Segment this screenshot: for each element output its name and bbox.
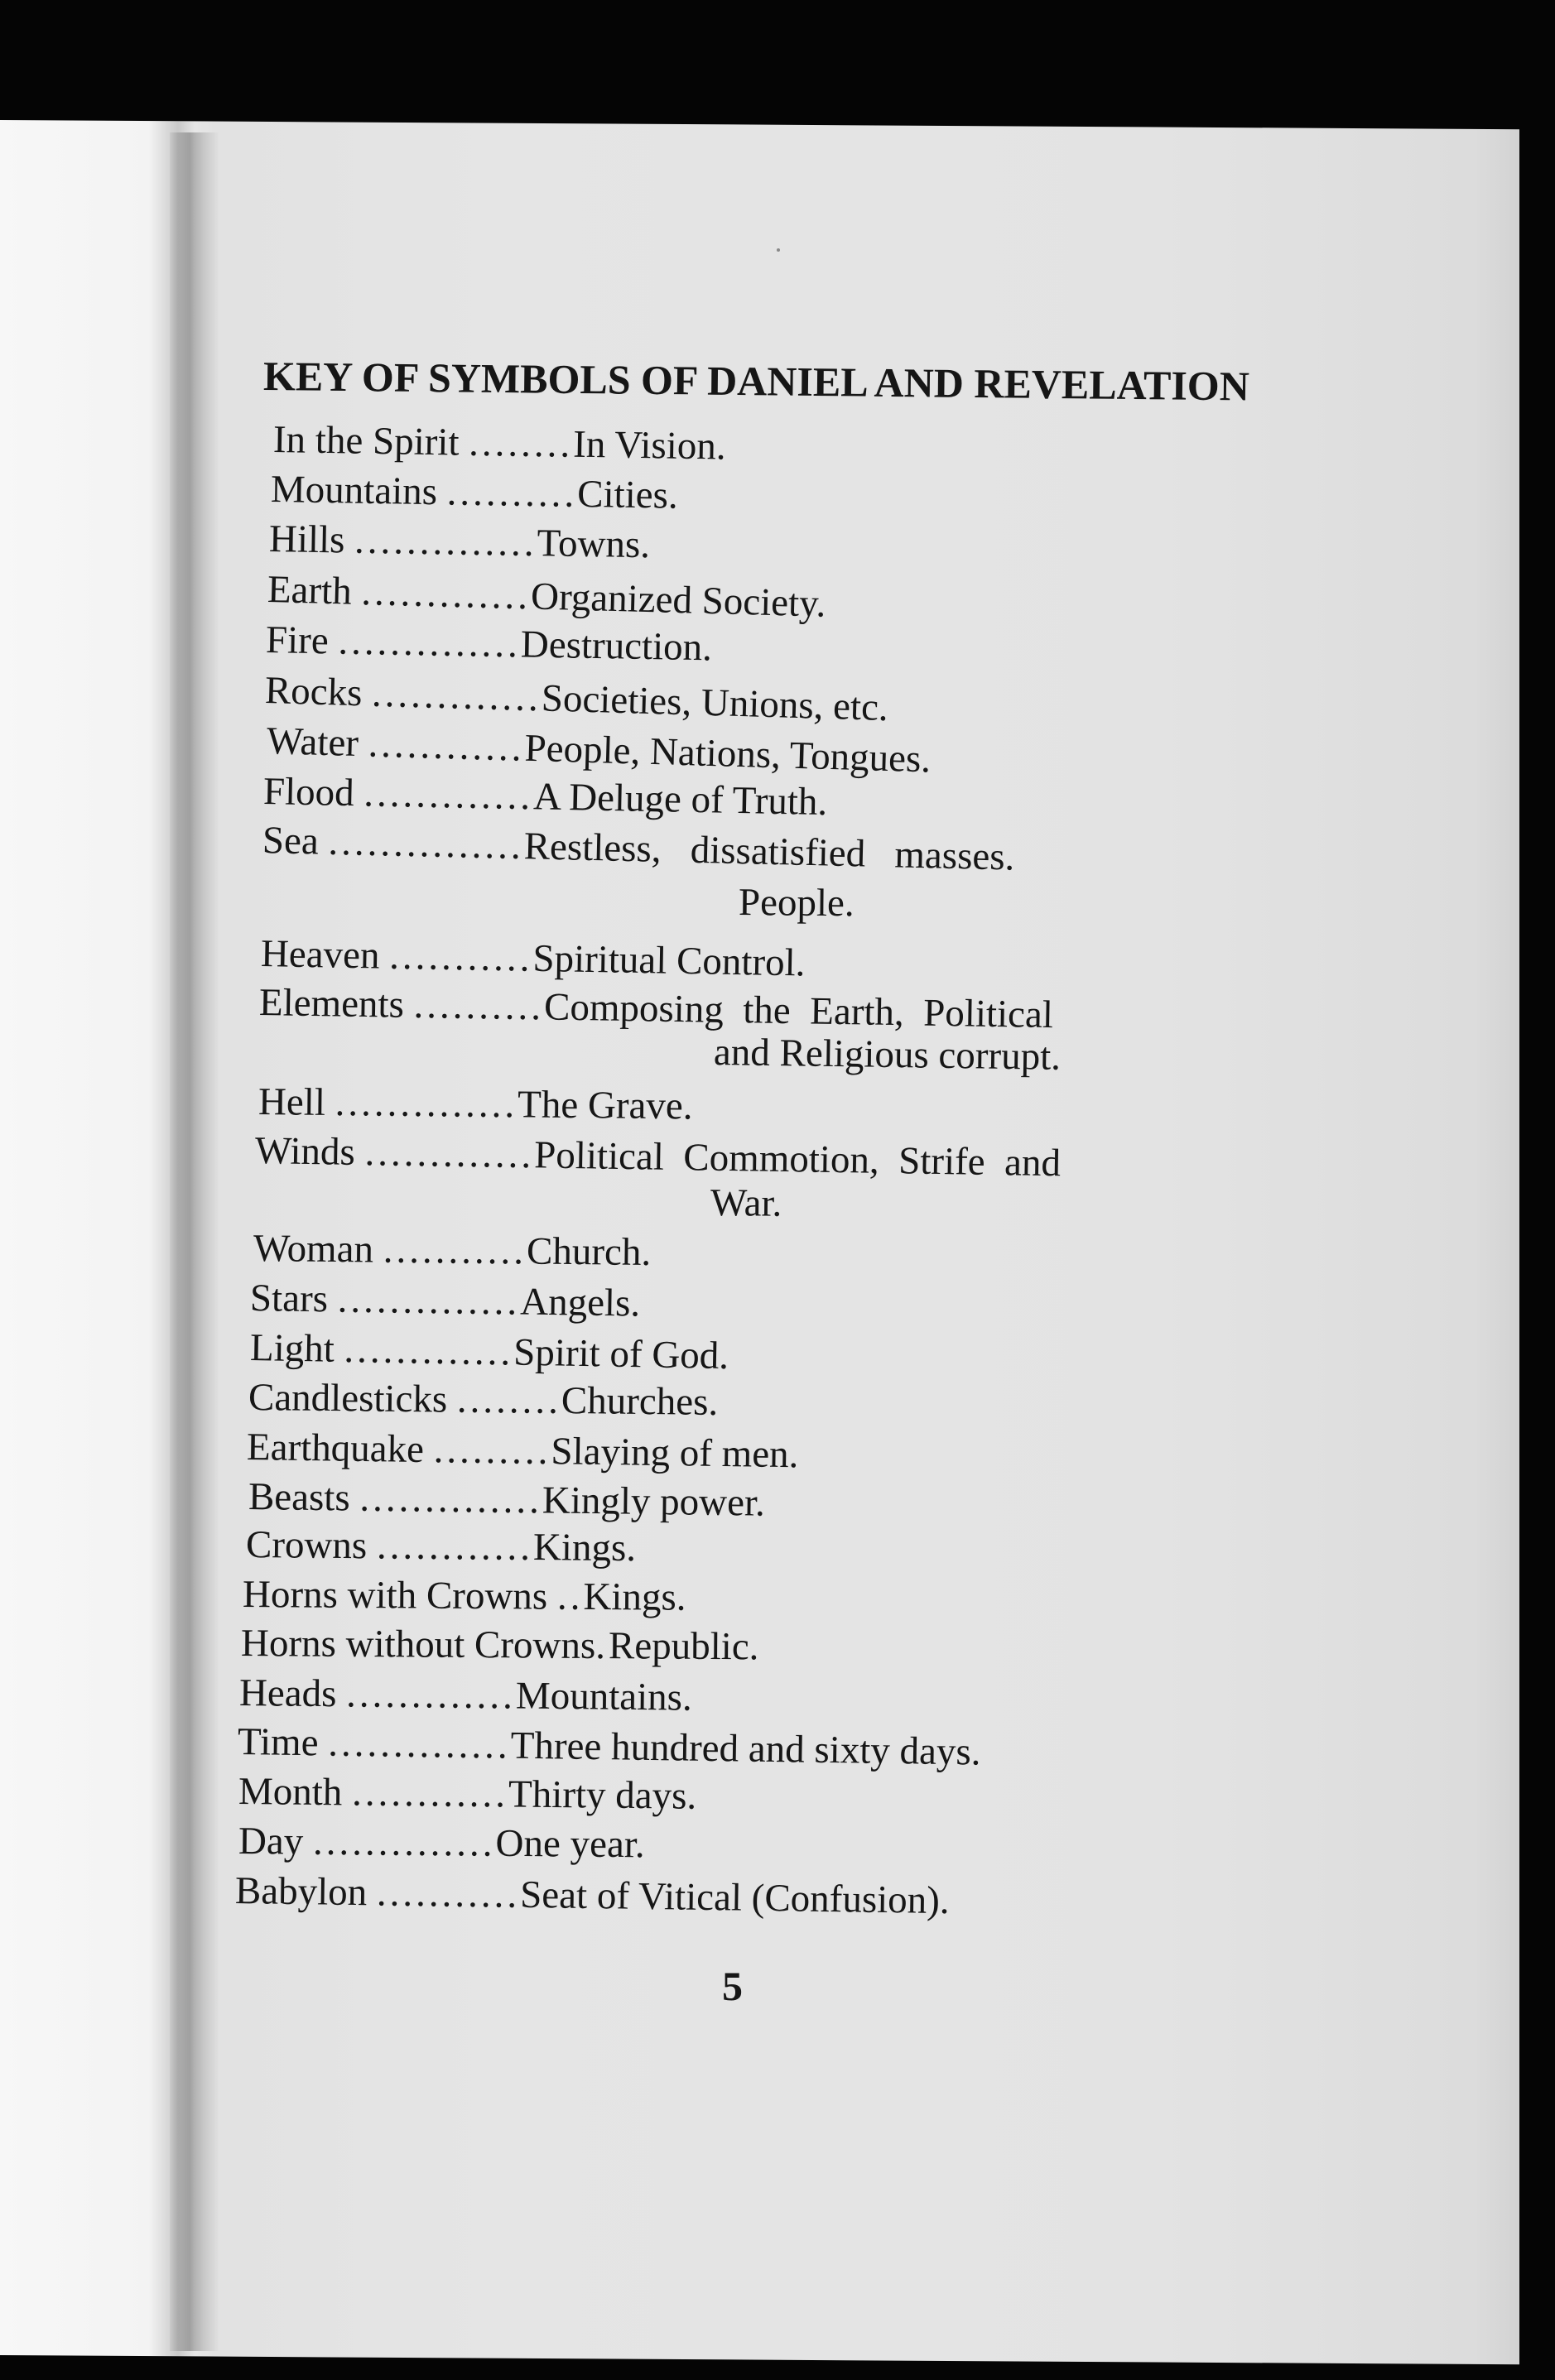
symbol-meaning: Slaying of men. [551, 1430, 799, 1477]
symbol-meaning: Destruction. [520, 623, 713, 670]
meaning-continuation: War. [710, 1181, 782, 1225]
symbol-meaning: A Deluge of Truth. [532, 775, 828, 825]
symbol-term: Beasts [248, 1475, 351, 1520]
symbol-meaning: Composing the Earth, Political [543, 985, 1054, 1037]
symbol-term: Woman [253, 1227, 374, 1272]
symbol-term: Stars [249, 1277, 329, 1321]
list-item [235, 1868, 950, 1924]
symbol-term: Hell [258, 1080, 326, 1124]
symbol-meaning: Three hundred and sixty days. [510, 1724, 981, 1774]
leader-dots: .............. [327, 1721, 512, 1767]
leader-dots: .............. [359, 1476, 543, 1522]
meaning-continuation: and Religious corrupt. [713, 1031, 1062, 1079]
symbol-term: Elements [258, 981, 405, 1027]
leader-dots: ............. [360, 570, 532, 618]
symbol-term: Fire [265, 618, 330, 663]
symbol-term: Hills [268, 517, 345, 562]
list-item [259, 979, 1054, 1038]
list-item [250, 1275, 641, 1327]
symbol-meaning: Kings. [532, 1526, 637, 1570]
symbol-term: Candlesticks [248, 1376, 448, 1421]
leader-dots: .. [556, 1575, 584, 1618]
symbol-meaning: Kings. [583, 1575, 686, 1619]
symbol-term: Crowns [245, 1523, 368, 1568]
symbol-meaning: Societies, Unions, etc. [541, 676, 889, 730]
symbol-term: Sea [262, 819, 320, 863]
leader-dots: .......... [446, 470, 578, 516]
leader-dots: ............. [371, 671, 542, 720]
leader-dots: .............. [335, 1080, 518, 1127]
leader-dots: .............. [338, 619, 522, 666]
list-item [239, 1670, 692, 1721]
symbol-meaning: The Grave. [517, 1083, 693, 1128]
leader-dots: ........... [376, 1871, 521, 1916]
symbol-term: Flood [262, 770, 355, 815]
leader-dots: ........ [456, 1378, 562, 1422]
list-item [238, 1768, 697, 1820]
list-item [246, 1522, 637, 1571]
symbol-meaning: Spirit of God. [513, 1330, 729, 1378]
symbol-term: Rocks [264, 669, 363, 715]
leader-dots: ........... [383, 1228, 527, 1273]
list-item [247, 1424, 799, 1478]
leader-dots: ............. [363, 772, 534, 819]
list-item [238, 1818, 645, 1868]
list-item [248, 1374, 719, 1426]
leader-dots: ............. [345, 1672, 517, 1718]
symbol-meaning: Thirty days. [508, 1772, 697, 1818]
leader-dots: ........... [388, 934, 533, 980]
symbol-meaning: People, Nations, Tongues. [523, 726, 932, 781]
symbol-meaning: Seat of Vitical (Confusion). [519, 1873, 951, 1923]
symbol-term: Light [249, 1326, 335, 1371]
symbol-meaning: Towns. [537, 522, 651, 567]
symbol-meaning: Kingly power. [542, 1478, 766, 1525]
list-item [248, 1474, 766, 1527]
symbol-meaning: Cities. [576, 472, 679, 517]
list-item [273, 416, 726, 470]
list-item [266, 617, 713, 671]
list-item [255, 1127, 1062, 1186]
leader-dots: ........ [468, 421, 574, 466]
symbol-term: Day [238, 1820, 304, 1863]
leader-dots: .............. [354, 518, 538, 565]
symbol-term: Time [237, 1720, 319, 1765]
leader-dots: ......... [433, 1428, 551, 1474]
symbol-meaning: Churches. [561, 1378, 719, 1424]
symbol-meaning: Republic. [608, 1624, 759, 1669]
list-item [261, 930, 806, 986]
leader-dots: . [595, 1623, 609, 1668]
symbol-term: Horns with Crowns [242, 1573, 548, 1618]
symbol-term: Water [266, 719, 359, 766]
symbol-term: Heads [238, 1671, 337, 1716]
symbol-meaning: Political Commotion, Strife and [533, 1133, 1062, 1185]
symbol-term: Mountains [270, 468, 438, 514]
symbol-term: Horns without Crowns [240, 1622, 596, 1667]
symbol-term: Earthquake [246, 1426, 425, 1471]
leader-dots: ............... [328, 820, 525, 868]
leader-dots: ............. [364, 1131, 535, 1177]
leader-dots: ............ [368, 722, 526, 770]
list-item [258, 1079, 693, 1129]
symbol-term: Month [238, 1770, 343, 1815]
list-item [262, 768, 827, 825]
symbol-term: Heaven [260, 932, 380, 978]
page-number: 5 [722, 1963, 743, 2009]
symbol-term: Winds [254, 1129, 356, 1174]
leader-dots: ............. [344, 1327, 514, 1374]
symbol-meaning: Church. [526, 1229, 652, 1275]
list-item [262, 817, 1015, 881]
symbol-term: Earth [267, 568, 353, 613]
list-item [269, 516, 651, 568]
list-item [241, 1620, 759, 1670]
symbol-meaning: Restless, dissatisfied masses. [523, 825, 1015, 879]
leader-dots: ............ [376, 1524, 534, 1570]
leader-dots: ............ [351, 1771, 509, 1816]
leader-dots: .......... [413, 983, 545, 1029]
symbol-meaning: Angels. [519, 1280, 641, 1325]
page-title: KEY OF SYMBOLS OF DANIEL AND REVELATION [262, 353, 1250, 410]
leader-dots: .............. [337, 1277, 521, 1324]
symbol-meaning: One year. [495, 1821, 645, 1867]
symbol-meaning: In Vision. [572, 422, 726, 469]
list-item [271, 466, 679, 519]
symbol-meaning: Spiritual Control. [532, 936, 806, 985]
list-item [253, 1225, 652, 1276]
symbol-term: Babylon [234, 1869, 368, 1915]
symbol-meaning: Organized Society. [530, 575, 827, 626]
symbol-meaning: Mountains. [515, 1674, 693, 1719]
symbol-term: In the Spirit [272, 418, 460, 464]
meaning-continuation: People. [738, 881, 855, 926]
leader-dots: .............. [312, 1820, 496, 1865]
list-item [243, 1571, 686, 1621]
list-item [238, 1719, 981, 1776]
list-item [250, 1325, 729, 1379]
